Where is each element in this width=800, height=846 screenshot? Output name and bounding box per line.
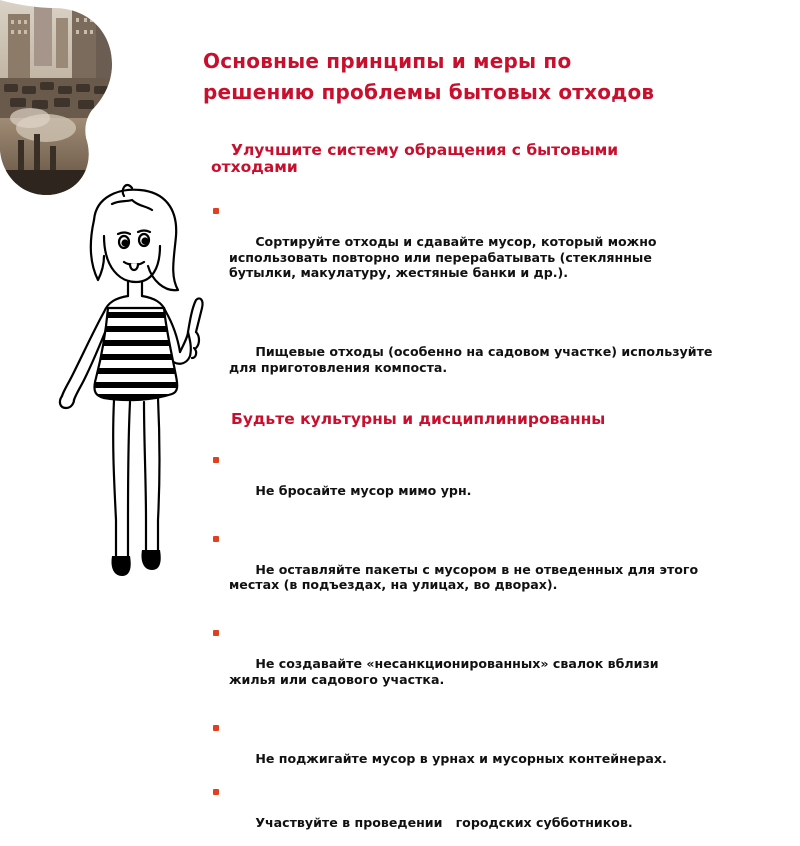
- bullet-icon: [213, 536, 219, 542]
- list-item: [211, 531, 796, 609]
- bullet-icon: [213, 725, 219, 731]
- list-item: [211, 452, 796, 514]
- bullet-icon: [213, 457, 219, 463]
- title-line-2: решению проблемы бытовых отходов: [203, 80, 655, 104]
- bullet-icon: [213, 789, 219, 795]
- list-item: [211, 313, 796, 391]
- cartoon-girl-illustration: [28, 180, 218, 585]
- heading-line-1: Улучшите систему обращения с бытовыми: [231, 141, 619, 159]
- title-line-1: Основные принципы и меры по: [203, 49, 572, 73]
- list-culture: [211, 452, 796, 846]
- list-item-text: Пищевые отходы (особенно на садовом участке) используйте для приготовления компоста.: [229, 344, 713, 375]
- list-item: [211, 720, 796, 782]
- girl-icon: [28, 180, 218, 585]
- list-item-text: Участвуйте в проведении городских субботников.: [255, 814, 633, 830]
- slide-content: [211, 142, 796, 846]
- list-item: [211, 203, 796, 296]
- list-item-text: Сортируйте отходы и сдавайте мусор, который можно использовать повторно или перерабатывать (стеклянные бутылки, макулатуру, жестяные банки и др.).: [229, 234, 657, 280]
- list-item: [211, 784, 796, 846]
- list-item-text: Не оставляйте пакеты с мусором в не отведенных для этого местах (в подъездах, на улицах, во дворах).: [229, 561, 699, 592]
- section-heading-system: [211, 142, 796, 176]
- list-item: [211, 625, 796, 703]
- list-system: [211, 203, 796, 391]
- page-title: [203, 46, 793, 108]
- bullet-icon: [213, 630, 219, 636]
- heading-line-2: отходами: [211, 158, 298, 176]
- list-item-text: Не бросайте мусор мимо урн.: [255, 482, 472, 498]
- bullet-icon: [213, 208, 219, 214]
- city-smog-photo: [0, 0, 200, 200]
- city-smog-photo-svg: [0, 0, 200, 200]
- list-item-text: Не создавайте «несанкционированных» свалок вблизи жилья или садового участка.: [229, 656, 659, 687]
- section-heading-culture: Будьте культурны и дисциплинированны: [231, 409, 606, 428]
- list-item-text: Не поджигайте мусор в урнах и мусорных контейнерах.: [255, 750, 667, 766]
